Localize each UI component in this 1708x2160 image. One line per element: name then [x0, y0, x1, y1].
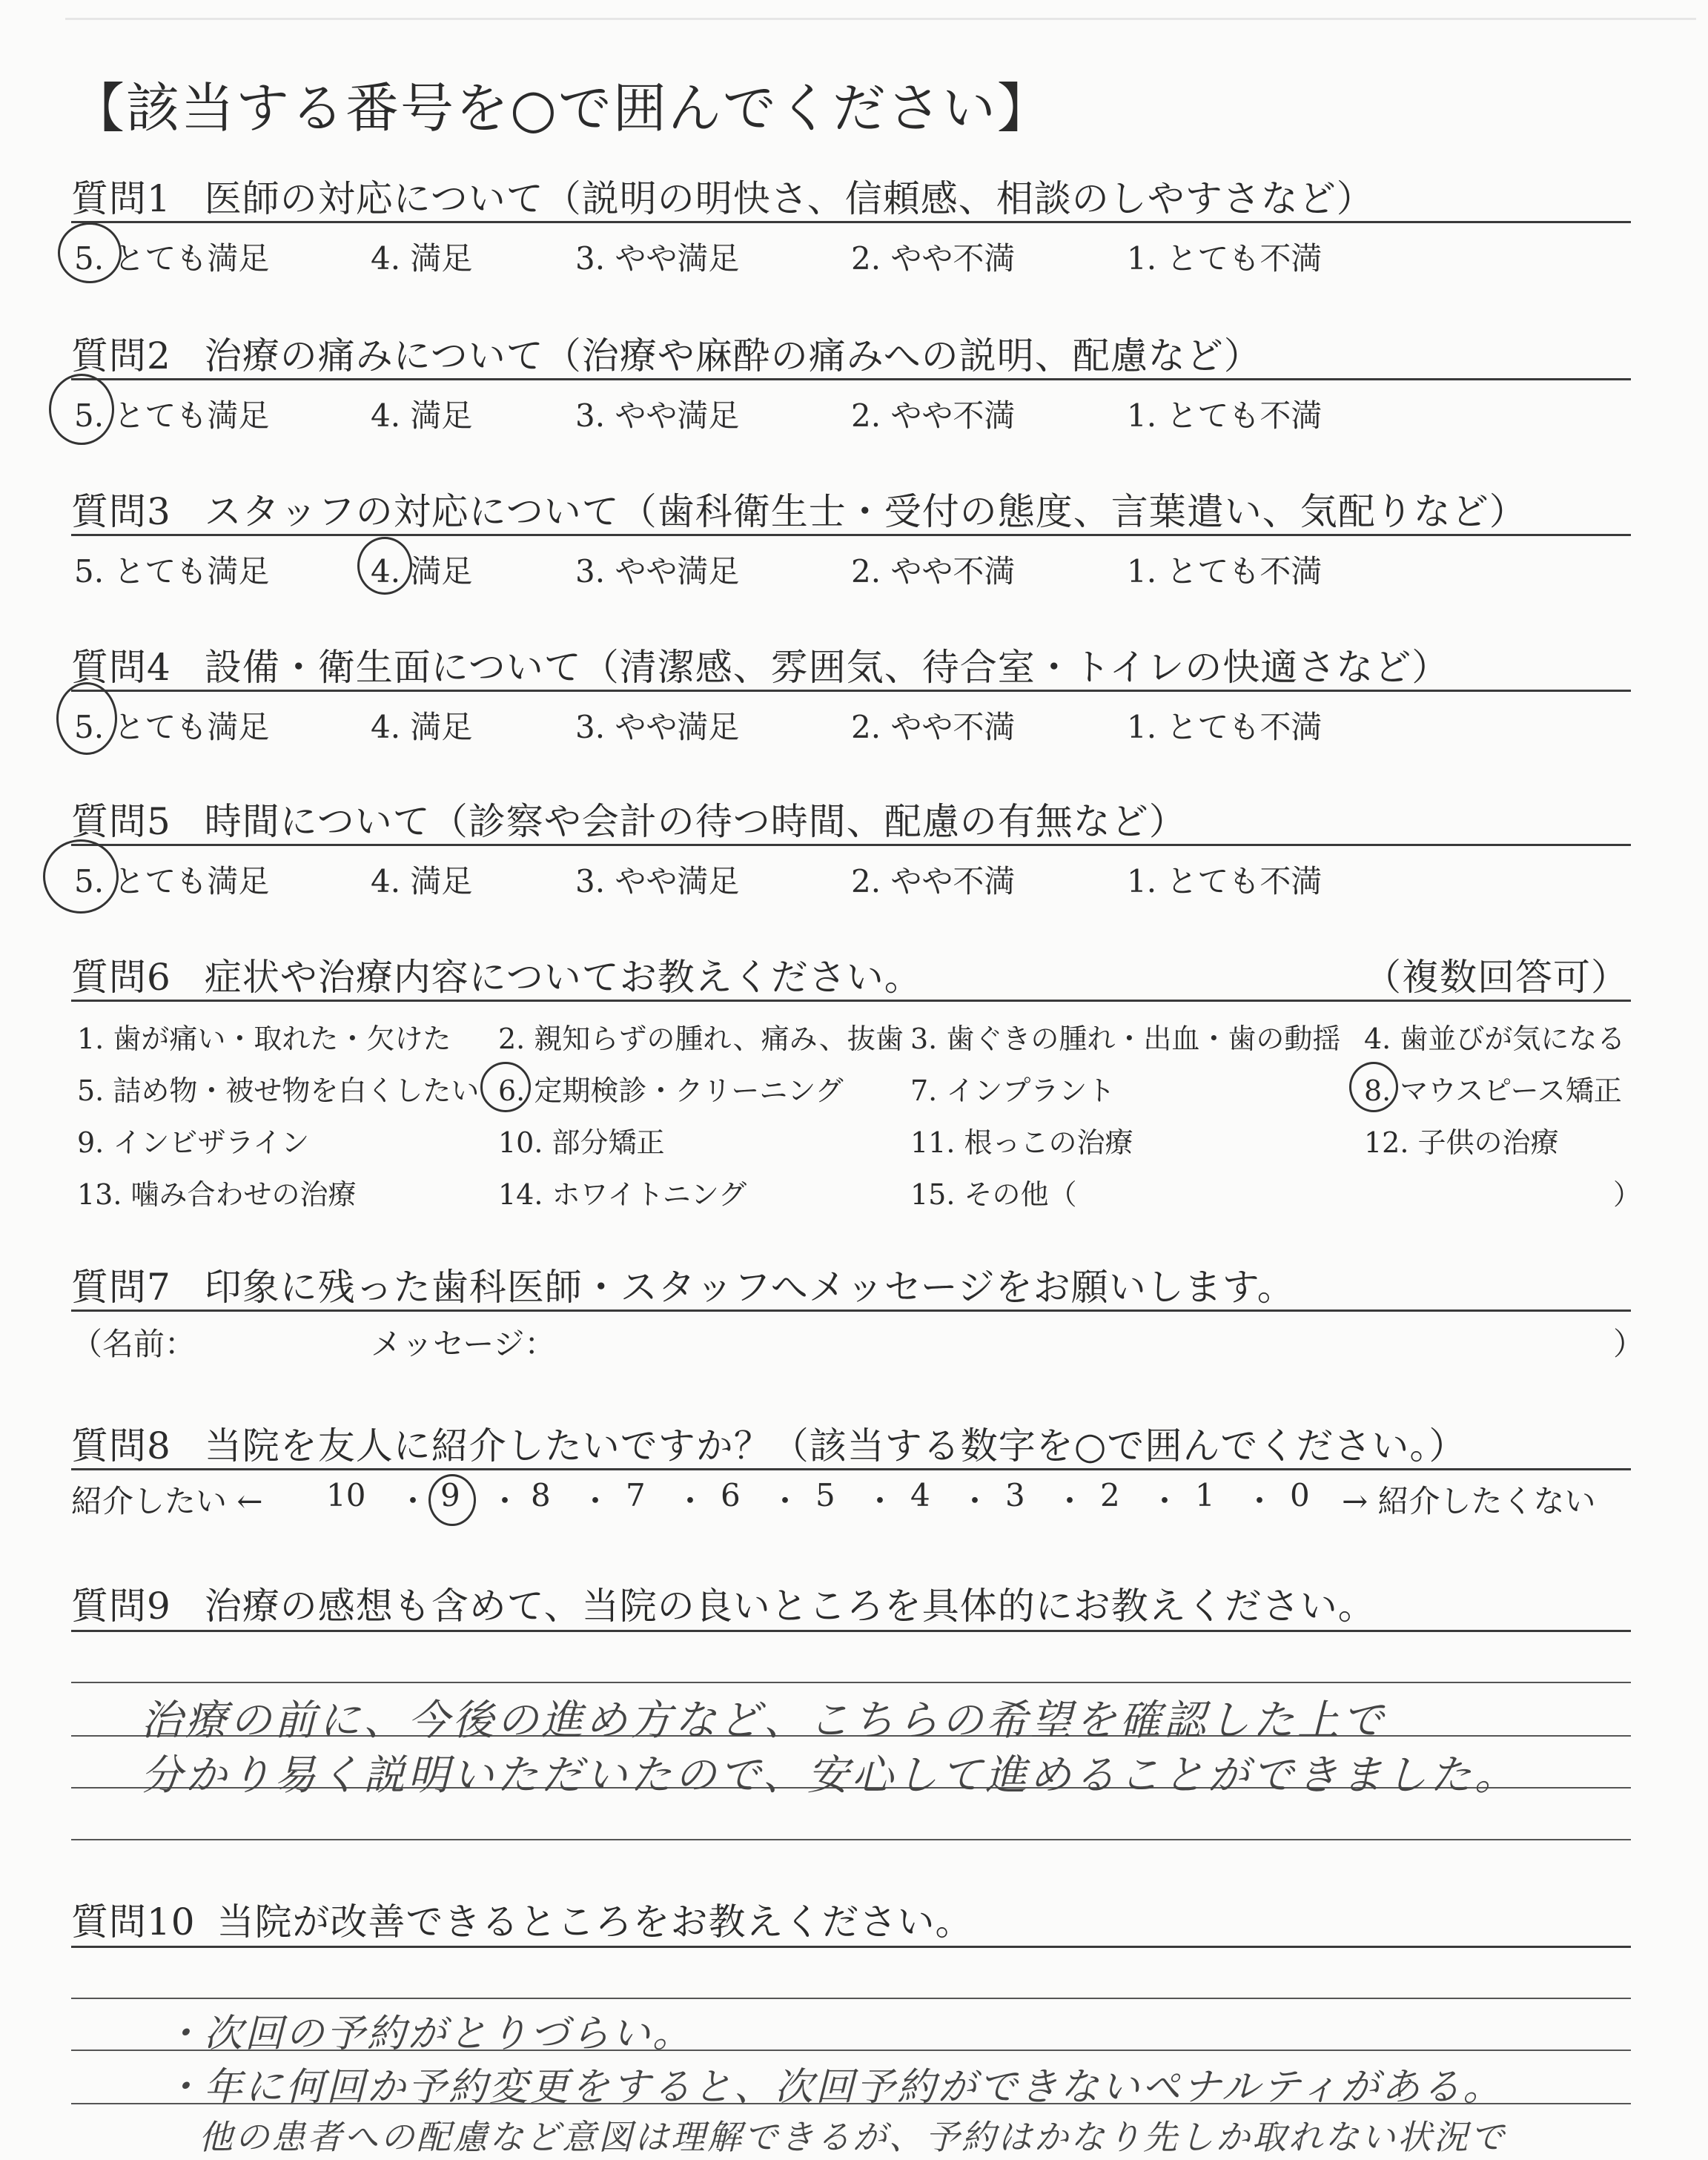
treatment-option[interactable]: 12. 子供の治療 [1364, 1126, 1559, 1159]
handwritten-answer-line: ・次回の予約がとりづらい。 [163, 2012, 694, 2056]
scale-dot: ・ [1149, 1483, 1181, 1519]
treatment-option[interactable]: 8. マウスピース矯正 [1364, 1074, 1622, 1107]
question-label: 質問6 [71, 956, 171, 999]
treatment-option[interactable]: 10. 部分矯正 [498, 1126, 665, 1159]
option-5[interactable]: 5. とても満足 [74, 240, 270, 277]
answer-line [71, 1839, 1631, 1840]
question-label: 質問2 [71, 334, 171, 377]
treatment-option[interactable]: 9. インビザライン [77, 1126, 310, 1159]
option-4[interactable]: 4. 満足 [371, 553, 473, 589]
selection-circle [428, 1474, 476, 1526]
option-3[interactable]: 3. やや満足 [575, 709, 740, 745]
question-text: 時間について（診察や会計の待つ時間、配慮の有無など） [204, 800, 1187, 843]
option-5[interactable]: 5. とても満足 [74, 709, 270, 745]
answer-line [71, 1682, 1631, 1683]
question-3-rule [71, 534, 1631, 536]
question-7-heading [71, 1258, 1295, 1311]
scale-dot: ・ [769, 1483, 801, 1519]
selection-circle [58, 222, 122, 283]
scale-value[interactable]: 8 [531, 1477, 551, 1513]
option-2[interactable]: 2. やや不満 [851, 553, 1016, 589]
question-label: 質問10 [71, 1900, 196, 1943]
option-5[interactable]: 5. とても満足 [74, 863, 270, 899]
scale-value[interactable]: 5 [815, 1477, 835, 1513]
option-2[interactable]: 2. やや不満 [851, 863, 1016, 899]
scale-dot: ・ [397, 1483, 429, 1519]
option-4[interactable]: 4. 満足 [371, 397, 473, 434]
treatment-option[interactable]: 6. 定期検診・クリーニング [498, 1074, 844, 1107]
scale-value[interactable]: 9 [440, 1477, 460, 1513]
question-text: 当院が改善できるところをお教えください。 [216, 1900, 973, 1943]
handwritten-answer-line: ・年に何回か予約変更をすると、次回予約ができないペナルティがある。 [163, 2065, 1504, 2110]
question-9-rule [71, 1630, 1631, 1632]
option-1[interactable]: 1. とても不満 [1127, 553, 1323, 589]
option-1[interactable]: 1. とても不満 [1127, 240, 1323, 277]
question-3-heading [71, 482, 1527, 535]
question-label: 質問7 [71, 1266, 171, 1309]
question-text: 当院を友人に紹介したいですか？（該当する数字を○で囲んでください。） [204, 1424, 1467, 1467]
scale-dot: ・ [675, 1483, 706, 1519]
handwritten-answer-line: 他の患者への配慮など意図は理解できるが、予約はかなり先しか取れない状況で [199, 2117, 1506, 2157]
handwritten-answer-line: 治療の前に、今後の進め方など、こちらの希望を確認した上で [141, 1697, 1386, 1745]
scale-dot: ・ [959, 1483, 991, 1519]
option-4[interactable]: 4. 満足 [371, 240, 473, 277]
message-close-paren: ） [1613, 1326, 1645, 1362]
question-8-rule [71, 1468, 1631, 1470]
scale-value[interactable]: 3 [1005, 1477, 1025, 1513]
question-10-rule [71, 1946, 1631, 1948]
option-3[interactable]: 3. やや満足 [575, 863, 740, 899]
question-text: 設備・衛生面について（清潔感、雰囲気、待合室・トイレの快適さなど） [204, 646, 1450, 689]
message-field-label: メッセージ： [371, 1326, 556, 1362]
question-text: 治療の感想も含めて、当院の良いところを具体的にお教えください。 [204, 1585, 1376, 1628]
selection-circle [357, 537, 412, 595]
question-label: 質問8 [71, 1424, 171, 1467]
scale-dot: ・ [580, 1483, 612, 1519]
option-1[interactable]: 1. とても不満 [1127, 397, 1323, 434]
option-4[interactable]: 4. 満足 [371, 709, 473, 745]
option-5[interactable]: 5. とても満足 [74, 553, 270, 589]
question-9-heading [71, 1576, 1376, 1630]
question-4-rule [71, 690, 1631, 692]
scale-dot: ・ [864, 1483, 896, 1519]
handwritten-answer-line: 分かり易く説明いただいたので、安心して進めることができました。 [141, 1751, 1519, 1800]
selection-circle [480, 1062, 531, 1112]
question-5-heading [71, 792, 1187, 845]
selection-circle [49, 374, 114, 445]
scale-value[interactable]: 4 [910, 1477, 930, 1513]
option-1[interactable]: 1. とても不満 [1127, 709, 1323, 745]
option-3[interactable]: 3. やや満足 [575, 397, 740, 434]
option-2[interactable]: 2. やや不満 [851, 709, 1016, 745]
option-2[interactable]: 2. やや不満 [851, 397, 1016, 434]
selection-circle [43, 839, 119, 914]
question-2-rule [71, 378, 1631, 380]
question-label: 質問3 [71, 490, 171, 533]
question-4-heading [71, 638, 1449, 691]
question-text: スタッフの対応について（歯科衛生士・受付の態度、言葉遣い、気配りなど） [204, 490, 1527, 533]
scale-value[interactable]: 6 [721, 1477, 741, 1513]
question-6-rule [71, 1000, 1631, 1002]
question-1-rule [71, 221, 1631, 223]
question-label: 質問9 [71, 1585, 171, 1628]
answer-line [71, 1998, 1631, 1999]
question-text: 印象に残った歯科医師・スタッフへメッセージをお願いします。 [204, 1266, 1295, 1309]
question-label: 質問5 [71, 800, 171, 843]
treatment-option[interactable]: 14. ホワイトニング [498, 1178, 747, 1211]
option-2[interactable]: 2. やや不満 [851, 240, 1016, 277]
scale-dot: ・ [1054, 1483, 1086, 1519]
question-label: 質問4 [71, 646, 171, 689]
question-10-heading [71, 1892, 973, 1946]
scale-dot: ・ [1244, 1483, 1276, 1519]
treatment-option[interactable]: 15. その他（ [910, 1178, 1077, 1211]
question-6-heading [71, 948, 922, 1001]
scale-value[interactable]: 7 [626, 1477, 646, 1513]
question-1-heading [71, 169, 1374, 222]
question-2-heading [71, 326, 1262, 380]
scale-right-label: → 紹介したくない [1342, 1483, 1596, 1519]
treatment-option[interactable]: 13. 噛み合わせの治療 [77, 1178, 357, 1211]
question-8-heading [71, 1416, 1466, 1470]
selection-circle [56, 682, 117, 755]
treatment-option[interactable]: 3. 歯ぐきの腫れ・出血・歯の動揺 [910, 1023, 1341, 1055]
multiple-answers-note: （複数回答可） [1364, 956, 1629, 999]
question-text: 症状や治療内容についてお教えください。 [204, 956, 922, 999]
treatment-option[interactable]: 5. 詰め物・被せ物を白くしたい [77, 1074, 480, 1107]
question-5-rule [71, 844, 1631, 846]
name-field-label: （名前： [71, 1326, 196, 1362]
treatment-option[interactable]: 1. 歯が痛い・取れた・欠けた [77, 1023, 451, 1055]
treatment-option[interactable]: 7. インプラント [910, 1074, 1116, 1107]
question-text: 治療の痛みについて（治療や麻酔の痛みへの説明、配慮など） [204, 334, 1262, 377]
page-title: 【該当する番号を○で囲んでください】 [71, 77, 1052, 139]
question-text: 医師の対応について（説明の明快さ、信頼感、相談のしやすさなど） [204, 177, 1374, 220]
scale-value[interactable]: 0 [1290, 1477, 1310, 1513]
scale-value[interactable]: 1 [1195, 1477, 1215, 1513]
treatment-option[interactable]: 4. 歯並びが気になる [1364, 1023, 1626, 1055]
scale-left-label: 紹介したい ← [71, 1483, 263, 1519]
treatment-option[interactable]: 11. 根っこの治療 [910, 1126, 1133, 1159]
scale-value[interactable]: 2 [1100, 1477, 1120, 1513]
option-4[interactable]: 4. 満足 [371, 863, 473, 899]
question-label: 質問1 [71, 177, 171, 220]
option-1[interactable]: 1. とても不満 [1127, 863, 1323, 899]
scale-dot: ・ [489, 1483, 521, 1519]
page-top-border [65, 18, 1696, 20]
option-5[interactable]: 5. とても満足 [74, 397, 270, 434]
question-7-rule [71, 1309, 1631, 1312]
scale-value[interactable]: 10 [326, 1477, 366, 1513]
treatment-option[interactable]: 2. 親知らずの腫れ、痛み、抜歯 [498, 1023, 904, 1055]
option-3[interactable]: 3. やや満足 [575, 240, 740, 277]
other-close-paren: ） [1613, 1178, 1642, 1211]
option-3[interactable]: 3. やや満足 [575, 553, 740, 589]
selection-circle [1349, 1062, 1398, 1112]
